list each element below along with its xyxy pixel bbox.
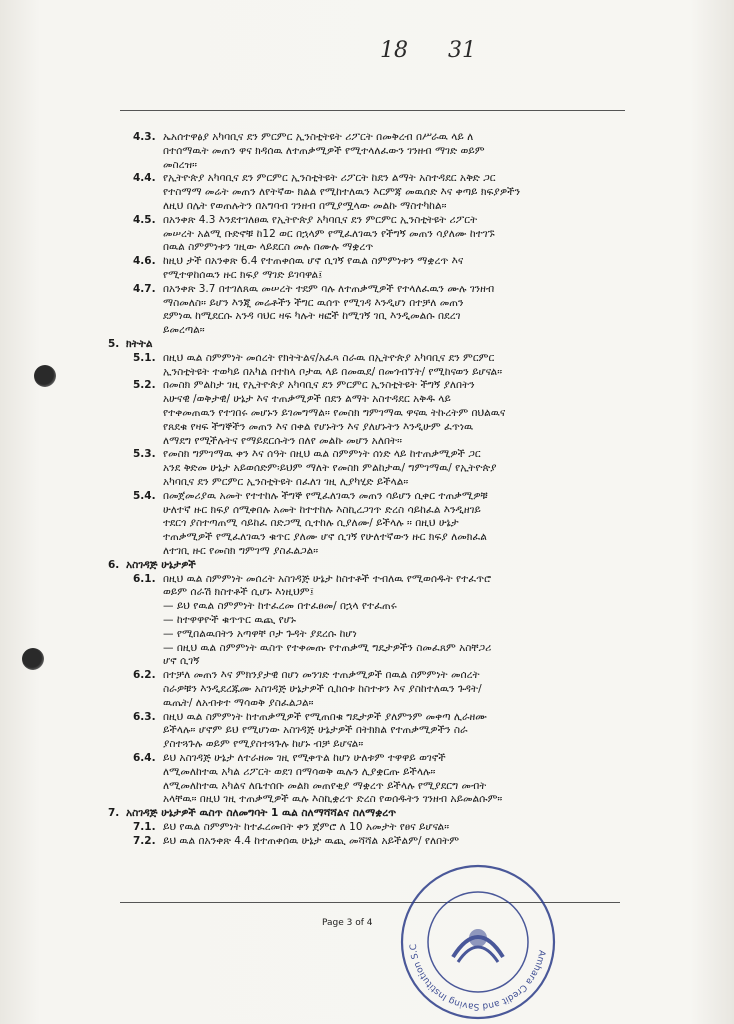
clause-text: አላቸዉ። በዚህ ገዚ ተጠቃሚዎች ዉሉ እስኪቋረጥ ድረስ የወሰዱትን ገንዘብ አይመልሱም። <box>163 793 503 806</box>
clause-number: 6.4. <box>133 752 156 764</box>
seal-emblem-icon <box>453 929 503 962</box>
section-heading: ክትትል <box>126 338 153 350</box>
section-heading: አስገዳጅ ሁኔታዎች ዉስጥ ስለመግባት 1 ዉል ስለማሻሻልና ስለማቋረጥ <box>126 807 397 820</box>
clause-text: የኢትዮጵያ አካባቢና ደን ምርምር ኢንስቲትዩት ሪፖርት ከደን ልማት አስተዳደር አቅድ ጋር <box>163 172 496 185</box>
seal-ring-text: Amhara Credit and Saving Institution S.C <box>408 943 547 1012</box>
clause-text: ለሚመለከተዉ አካል ሪፖርት ወደገ በማሳወቅ ዉሉን ሊያቋርጡ ይችላሉ። <box>163 765 436 778</box>
clause-text: በመጀመሪያዉ አመት የተተከሉ ችግኞ የሚፈለገዉን መጠን ሳይሆን ሲቀር ተጠቃሚዎቹ <box>163 489 488 502</box>
clause-text: ዉጤት/ ለአብቱተ ማሳወቅ ያስፈልጋል። <box>163 696 314 709</box>
clause-text: ማስመለስ። ይሆን እንጂ መሬቶችን ችግር ዉሰጥ የሚገዳ እንዲሆነ በተቻለ መጠን <box>163 296 464 309</box>
clause-text: በመስክ ምልከታ ገዚ የኢትዮጵያ አካባቢና ደን ምርምር ኢንስቲትዩት ችግኝ ያለበትን <box>163 379 475 392</box>
clause-number: 5. <box>108 338 120 350</box>
clause-text: — ከተዋዋዮች ቁጥጥር ዉጪ የሆኑ <box>163 614 296 626</box>
clause-text: ሁለተኛ ዙር ክፍያ ሰሚቀበሉ አመት ከተተከሉ እስኪረጋገጥ ድረስ ሳይከፈል እንዲዘገይ <box>163 503 481 516</box>
clause-number: 4.4. <box>133 172 156 185</box>
clause-number: 6.3. <box>133 710 156 723</box>
clause-text: ይችላሉ። ሆኖም ይህ የሚሆነው አስገዳጅ ሁኔታዎች በትክክል የተጠቃሚዎችን ስራ <box>163 724 468 737</box>
clause-number: 5.1. <box>133 351 156 364</box>
clause-text: አንደ ቅድመ ሁኔታ አይወሰድም፡ይህም ማለት የመስክ ምልከታዉ/ ግምገማዉ/ የኢትዮጵያ <box>163 462 497 475</box>
clause-text: የተስማማ መሬት መጠን ለየትኛው ክልል የሚከተለዉን እርምጃ መዉሰድ እና ቀጣይ ክፍያዎችን <box>163 186 521 199</box>
clause-text: መሠረት አልሚ ቡድኖቹ ከ12 ወር በኋላም የሚፈለገዉን የችግኝ መጠን ሳያለሙ ከተገኙ <box>163 227 495 240</box>
clause-text: በተሰማዉት መጠን ዋና ክዳሰዉ ለተጠቃሚዎች የሚተላለፈውን ገንዘብ ማገድ ወይም <box>163 144 485 157</box>
section-heading: አስገዳጅ ሁኔታዎች <box>126 558 196 571</box>
clause-text: የሚተዋከሰዉን ዙር ክፍያ ማገድ ይገባዋል፤ <box>163 269 323 281</box>
clause-text: — ይህ የዉል ስምምነት ከተፈረመ በተፈፀመ/ በኋላ የተፈጠሩ <box>163 600 397 613</box>
page-footer: Page 3 of 4 <box>322 918 373 928</box>
clause-text: ይህ የዉል ስምምነት ከተፈረመበት ቀን ጀምሮ ለ 10 አመታት የፀና ይሆናል። <box>163 821 450 833</box>
clause-text: ስራዎቹን እንዲደረጁሙ አስገዳጅ ሁኔታዎች ሲከሰቱ ከስተቱን እና ያስከተለዉን ጉዳት/ <box>163 683 482 695</box>
clause-number: 4.6. <box>133 255 156 268</box>
clause-text: — የሚበልዉበትን አጣዋቸ ቦታ ጉዳት ያደረሱ ከሆነ <box>163 627 357 640</box>
clause-text: የተቀመጠዉን የተገበሩ መሆኑን ይገመግማል። የመስክ ግምገማዉ ዋናዉ ትኩረትም በህልዉና <box>163 407 506 419</box>
clause-text: ወይም ሰራሽ ክስተቶች ሲሆኑ እነዚህም፤ <box>163 586 314 599</box>
clause-text: ለተገቢ ዙር የመስክ ግምገማ ያስፈልጋል። <box>163 545 319 557</box>
punch-hole <box>22 648 44 670</box>
header-rule <box>120 110 625 111</box>
clause-text: ይህ አስገዳጅ ሁኔታ ለተራዘመ ገዚ የሚቀጥል ከሆነ ሁለቱም ተዋዋይ ወገኖች <box>163 752 446 764</box>
clause-text: ያስተጓጉሉ ወይም የሚያስተጓጉሉ ከሆኑ ብቻ ይሆናል። <box>163 738 364 751</box>
clause-text: የጸደቁ የዛፍ ችግኞችን መጠን እና በቀል የሆኑትን እና ያለሆኑትን እንዲሁም ፈጥነዉ <box>163 420 474 433</box>
page-number-handwritten: 18 <box>380 38 408 63</box>
clause-text: በዚህ ዉል ስምምነት መሰረት አስገዳጅ ሁኔታ ከስተቶች ተብለዉ የሚወሰዱት የተፈጥሮ <box>163 572 492 585</box>
clause-text: በዉል ስምምነቱን ገዚው ላይደርስ መሉ በሙሉ ማቋረጥ <box>163 241 374 254</box>
clause-text: በዚህ ዉል ስምምነት መሰረት የክትትልና/አፈጻ ስራዉ በኢትዮጵያ አካባቢና ደን ምርምር <box>163 351 495 364</box>
clause-text: ይህ ዉል በአንቀጽ 4.4 ከተጠቀሰዉ ሁኔታ ዉጪ መሻሻል አይችልም/ የለበትም <box>163 834 460 847</box>
clause-text: ሆኖ ሲገኝ <box>163 655 200 668</box>
clause-number: 4.3. <box>133 131 156 143</box>
clause-text: ደምነዉ ከሚደርሱ አንዳ ባህር ዛፍ ካሉት ዛፎች ከሚገኝ ገቢ እንዲመልሱ በደረገ <box>163 310 461 323</box>
clause-number: 6. <box>108 558 120 571</box>
page-total-handwritten: 31 <box>448 38 476 63</box>
clause-number: 7. <box>108 807 120 820</box>
clause-text: አካባቢና ደን ምርምር ኢንስቲትዩት በፈለገ ገዚ ሊያካሂድ ይችላል። <box>163 476 409 488</box>
clause-text: ተደርጎ ያስተጣጠሚ ሳይከፈ በድጋሚ ሲተከሉ ሲያለሙ/ ይችላሉ ። በዚህ ሁኔታ <box>163 517 459 530</box>
clause-text: ይመረጣል። <box>163 324 205 337</box>
clause-number: 4.7. <box>133 282 156 295</box>
punch-hole <box>34 365 56 387</box>
clause-number: 7.2. <box>133 834 156 847</box>
clause-text: ለሚመለከተዉ አካልና ለቤተሰቡ መልክ መጠየቂያ ማቋረጥ ይችላሉ የሚያደርግ መብት <box>163 779 487 792</box>
clause-text: አሁናዊ /ወቅታዊ/ ሁኔታ እና ተጠቃሚዎች በደን ልማት አስተዳደር አቅዱ ላይ <box>163 393 451 406</box>
clause-number: 4.5. <box>133 213 156 226</box>
clause-text: ኤአሰተዋፅያ አካባቢና ደን ምርምር ኢንስቲትዩት ሪፖርት በመቅረብ በሥራዉ ላይ ለ <box>163 131 474 143</box>
clause-text: — በዚህ ዉል ስምምነት ዉስጥ የተቀመጡ የተጠቃሚ ግዴታዎችን ስመፈጸም አስቸጋሪ <box>163 641 492 654</box>
clause-text: ለማደግ የሚችሉትና የማይደርሱትን በለየ መልኩ መሆን አለበት። <box>163 434 402 447</box>
clause-text: ተጠቃሚዎች የሚፈለገዉን ቁጥር ያለሙ ሆኖ ሲገኝ የሁለተኛውን ዙር ክፍያ ለመክፈል <box>163 531 487 544</box>
clause-text: የመስክ ግምገማዉ ቀን እና ሰዓት በዚህ ዉል ስምምነት ሰነድ ላይ ከተጠቃሚዎች ጋር <box>163 448 481 461</box>
clause-number: 6.1. <box>133 572 156 585</box>
clause-text: በአንቀጽ 3.7 በተገለጸዉ መሠረት ተደም ባሉ ለተጠቃሚዎች የተላለፈዉን ሙሉ ገንዘብ <box>163 282 495 295</box>
clause-number: 5.4. <box>133 489 156 502</box>
clause-number: 7.1. <box>133 821 156 833</box>
clause-text: ከዚህ ታች በአንቀጽ 6.4 የተጠቀሰዉ ሆኖ ሲገኝ የዉል ስምምነቱን ማቋረጥ እና <box>163 255 464 268</box>
clause-text: ለዚህ በሌት የወጠሉትን በአግባብ ገንዘብ በሚያሟላው መልኩ ማስተካከል። <box>163 200 447 212</box>
institution-seal <box>398 862 558 1022</box>
clause-text: ኢንስቲትዩት ተወካይ በአካል በተከላ ቦታዉ ላይ በመዉደ/ በመጎብኘት/ የሚከናወን ይሆናል። <box>163 365 503 378</box>
clause-number: 5.3. <box>133 448 156 461</box>
clause-text: በዚህ ዉል ስምምነት ከተጠቃሚዎች የሚጠበቁ ግዴታዎች ያለምንም መቀጣ ሊራዘሙ <box>163 710 487 723</box>
clause-text: መስረዝ። <box>163 158 197 171</box>
clause-text: በአንቀጽ 4.3 እንደተገለፀዉ የኢትዮጵያ አካባቢና ደን ምርምር ኢንስቲትዩት ሪፖርት <box>163 213 478 226</box>
clause-text: በተቻለ መጠን እና ምክንያታዊ በሆነ መንገድ ተጠቃሚዎች በዉል ስምምነት መሰረት <box>163 669 480 682</box>
clause-number: 6.2. <box>133 669 156 682</box>
clause-number: 5.2. <box>133 379 156 392</box>
